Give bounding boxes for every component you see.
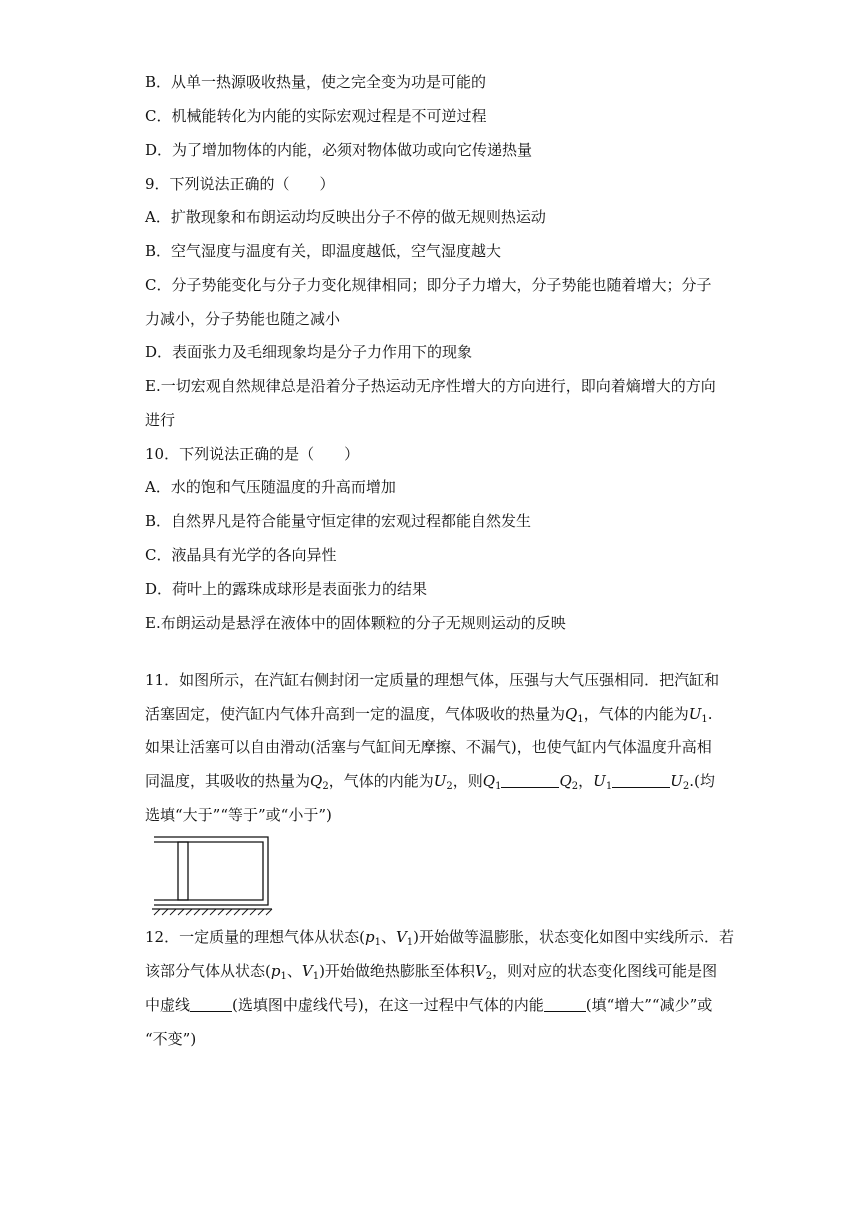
q11-text: ，气体的内能为 — [583, 705, 689, 723]
q12-line4: “不变”) — [145, 1030, 197, 1048]
answer-blank-3[interactable] — [190, 997, 232, 1012]
sub-index: 2 — [446, 781, 453, 792]
sub-index: 1 — [605, 781, 613, 792]
q10-option-d: D．荷叶上的露珠成球形是表面张力的结果 — [145, 580, 428, 598]
q12-text: )开始做等温膨胀，状态变化如图中实线所示．若 — [413, 928, 735, 946]
q11-text: 活塞固定，使汽缸内气体升高到一定的温度，气体吸收的热量为 — [145, 705, 566, 723]
q11-text: 同温度，其吸收的热量为 — [145, 772, 311, 790]
q9-stem: 9．下列说法正确的（ ） — [145, 175, 335, 193]
var-q: Q — [565, 705, 578, 723]
q12-line1 — [145, 927, 735, 948]
q10-option-b: B．自然界凡是符合能量守恒定律的宏观过程都能自然发生 — [145, 512, 532, 530]
ground-hatching — [154, 909, 272, 915]
q9-option-d: D．表面张力及毛细现象均是分子力作用下的现象 — [145, 343, 473, 361]
var-q: Q — [559, 772, 572, 790]
q11-text: .(均 — [689, 772, 715, 790]
q12-text: )开始做绝热膨胀至体积 — [319, 962, 475, 980]
var-q: Q — [482, 772, 496, 790]
q9-option-e-line1: E.一切宏观自然规律总是沿着分子热运动无序性增大的方向进行，即向着熵增大的方向 — [145, 377, 716, 395]
sub-index: 1 — [406, 937, 414, 948]
q11-line2: 活塞固定，使汽缸内气体升高到一定的温度，气体吸收的热量为$Q_1$，气体的内能为$U_1$. — [145, 705, 713, 725]
var-v: V — [395, 928, 407, 946]
var-u: U — [433, 772, 447, 790]
answer-blank-2[interactable] — [612, 773, 670, 788]
sub-index: 1 — [280, 971, 287, 982]
q10-stem: 10．下列说法正确的是（ ） — [145, 445, 360, 463]
cylinder-piston-figure — [152, 836, 274, 916]
q11-text: ，则 — [452, 772, 483, 790]
var-v: V — [474, 962, 486, 980]
sub-index: 1 — [312, 971, 320, 982]
q10-option-e: E.布朗运动是悬浮在液体中的固体颗粒的分子无规则运动的反映 — [145, 614, 566, 632]
q12-line2 — [145, 961, 725, 981]
q11-line1: 11．如图所示，在汽缸右侧封闭一定质量的理想气体，压强与大气压强相同．把汽缸和 — [145, 671, 720, 689]
q9-option-b: B．空气湿度与温度有关，即温度越低，空气湿度越大 — [145, 242, 502, 260]
q10-option-c: C．液晶具有光学的各向异性 — [145, 546, 337, 564]
q12-text: 12．一定质量的理想气体从状态( — [145, 928, 365, 946]
var-u: U — [670, 772, 683, 790]
sub-index: 2 — [571, 781, 579, 792]
q9-option-e-line2: 进行 — [145, 411, 176, 429]
var-p: p — [270, 962, 281, 980]
sub-index: 1 — [577, 714, 584, 725]
q11-line4 — [145, 771, 725, 791]
q12-text: 中虚线 — [145, 996, 191, 1014]
q12-text: (填“增大”“减少”或 — [585, 996, 713, 1014]
q11-text: ， — [578, 772, 594, 790]
q9-option-a: A．扩散现象和布朗运动均反映出分子不停的做无规则热运动 — [145, 208, 546, 226]
sub-index: 1 — [374, 937, 381, 948]
var-p: p — [364, 928, 375, 946]
sub-index: 1 — [701, 714, 708, 725]
q12-text: 、 — [380, 928, 396, 946]
q9-option-c-line2: 力减小，分子势能也随之减小 — [145, 310, 341, 328]
q12-line3 — [145, 995, 725, 1015]
q12-text: 该部分气体从状态( — [145, 962, 271, 980]
q8-option-d: D．为了增加物体的内能，必须对物体做功或向它传递热量 — [145, 141, 533, 159]
sub-index: 1 — [495, 781, 502, 792]
q12-text: (选填图中虚线代号)，在这一过程中气体的内能 — [232, 996, 544, 1014]
q11-line3: 如果让活塞可以自由滑动(活塞与气缸间无摩擦、不漏气)，也使气缸内气体温度升高相 — [145, 738, 712, 756]
answer-blank-4[interactable] — [544, 997, 586, 1012]
sub-index: 2 — [485, 971, 493, 982]
q12-text: 、 — [286, 962, 302, 980]
sub-index: 2 — [682, 781, 690, 792]
q8-option-c: C．机械能转化为内能的实际宏观过程是不可逆过程 — [145, 107, 487, 125]
var-u: U — [593, 772, 606, 790]
q10-option-a: A．水的饱和气压随温度的升高而增加 — [145, 478, 396, 496]
var-v: V — [301, 962, 313, 980]
q11-text: ，气体的内能为 — [328, 772, 434, 790]
q9-option-c-line1: C．分子势能变化与分子力变化规律相同；即分子力增大，分子势能也随着增大；分子 — [145, 276, 712, 294]
q12-text: ，则对应的状态变化图线可能是图 — [492, 962, 718, 980]
q11-line5: 选填“大于”“等于”或“小于”) — [145, 806, 332, 824]
var-q: Q — [310, 772, 323, 790]
q8-option-b: B．从单一热源吸收热量，使之完全变为功是可能的 — [145, 73, 487, 91]
answer-blank-1[interactable] — [501, 773, 559, 788]
sub-index: 2 — [322, 781, 329, 792]
var-u: U — [688, 705, 702, 723]
